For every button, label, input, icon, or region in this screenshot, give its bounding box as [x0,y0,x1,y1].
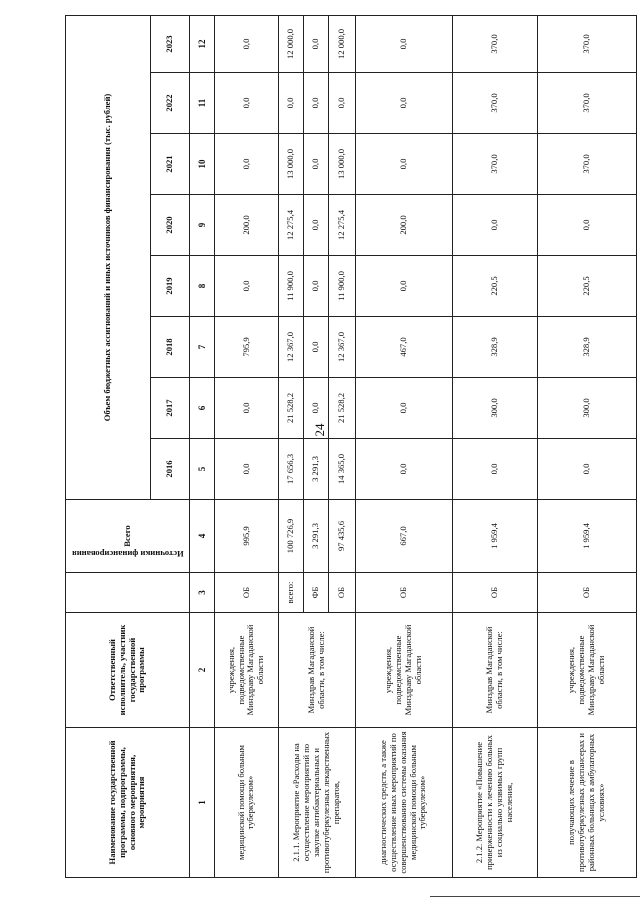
row-source: ФБ [303,573,328,613]
header-year: 2022 [150,73,189,134]
row-value: 12 367,0 [279,317,304,378]
header-executor: Ответственный исполнитель, участник государственной программы [66,613,190,728]
row-executor: учреждения, подведомственные Минздраву Магаданской области [537,613,636,728]
row-value: 0,0 [214,73,278,134]
column-number: 5 [190,439,215,500]
header-source [66,549,190,613]
row-source: ОБ [452,573,537,613]
row-value: 300,0 [452,378,537,439]
table-row [537,15,636,877]
header-year: 2020 [150,195,189,256]
column-number-row [190,15,215,877]
row-value: 0,0 [303,15,328,72]
table-row [452,15,537,877]
row-value: 0,0 [355,256,452,317]
row-value: 370,0 [537,73,636,134]
row-value: 0,0 [303,73,328,134]
row-value: 0,0 [279,73,304,134]
header-year: 2023 [150,15,189,72]
row-value: 200,0 [214,195,278,256]
financing-table [65,15,637,878]
column-number: 8 [190,256,215,317]
header-year: 2021 [150,134,189,195]
row-value: 220,5 [452,256,537,317]
row-value: 11 900,0 [328,256,355,317]
row-name: 2.1.1. Мероприятие «Расходы на осуществление мероприятий по закупке антибактериальных и противотуберкулезных лекарственных препаратов, [279,728,356,878]
row-value: 0,0 [355,378,452,439]
row-source: всего: [279,573,304,613]
row-executor: учреждения, подведомственные Минздраву Магаданской области [355,613,452,728]
row-value: 370,0 [537,15,636,72]
header-source-text: Источники финансирования [71,549,184,560]
row-value: 328,9 [537,317,636,378]
row-executor: Минздрав Магаданской области, в том числе: [452,613,537,728]
table-row [279,15,304,877]
row-value: 370,0 [452,73,537,134]
row-name: 2.1.2. Мероприятие «Повышение приверженности к лечению больных из социально уязвимых групп населения, [452,728,537,878]
row-value: 13 000,0 [279,134,304,195]
row-value: 0,0 [303,256,328,317]
row-value: 220,5 [537,256,636,317]
row-total: 3 291,3 [303,500,328,573]
column-number: 1 [190,728,215,878]
header-funding-group: Объем бюджетных ассигнований и иных источников финансирования (тыс. рублей) [66,15,151,499]
row-total: 667,0 [355,500,452,573]
row-value: 0,0 [303,317,328,378]
row-value: 13 000,0 [328,134,355,195]
column-number: 4 [190,500,215,573]
page-number: 24 [312,423,327,437]
row-value: 0,0 [303,378,328,439]
row-value: 12 000,0 [279,15,304,72]
row-value: 17 656,3 [279,439,304,500]
row-value: 0,0 [303,134,328,195]
row-executor: Минздрав Магаданской области, в том числе: [279,613,356,728]
header-name: Наименование государственной программы, подпрограммы, основного мероприятия, мероприятия [66,728,190,878]
row-executor: учреждения, подведомственные Минздраву Магаданской области [214,613,278,728]
header-row-top [66,15,151,877]
row-value: 3 291,3 [303,439,328,500]
row-total: 97 435,6 [328,500,355,573]
row-value: 0,0 [452,439,537,500]
row-value: 21 528,2 [328,378,355,439]
column-number: 12 [190,15,215,72]
column-number: 9 [190,195,215,256]
header-year: 2018 [150,317,189,378]
row-value: 12 275,4 [328,195,355,256]
row-value: 0,0 [452,195,537,256]
row-source: ОБ [355,573,452,613]
row-total: 100 726,9 [279,500,304,573]
row-source: ОБ [328,573,355,613]
row-value: 0,0 [214,15,278,72]
row-name: диагностических средств, а также осуществление иных мероприятий по совершенствованию системы оказания медицинской помощи больным туберкулезом» [355,728,452,878]
rotated-table-container [65,16,637,878]
row-total: 995,9 [214,500,278,573]
column-number: 7 [190,317,215,378]
row-value: 12 367,0 [328,317,355,378]
table-viewport [65,16,637,878]
row-value: 21 528,2 [279,378,304,439]
column-number: 2 [190,613,215,728]
row-total: 1 959,4 [537,500,636,573]
row-value: 0,0 [537,195,636,256]
header-year: 2016 [150,439,189,500]
table-row [214,15,278,877]
row-value: 0,0 [355,134,452,195]
table-row [355,15,452,877]
header-total: Всего [66,500,190,573]
row-value: 200,0 [355,195,452,256]
row-value: 0,0 [355,15,452,72]
header-year: 2017 [150,378,189,439]
column-number: 3 [190,573,215,613]
row-value: 467,0 [355,317,452,378]
row-value: 11 900,0 [279,256,304,317]
row-value: 0,0 [303,195,328,256]
row-value: 328,9 [452,317,537,378]
column-number: 11 [190,73,215,134]
row-value: 0,0 [214,134,278,195]
row-value: 0,0 [214,378,278,439]
row-value: 0,0 [328,73,355,134]
header-year: 2019 [150,256,189,317]
row-value: 300,0 [537,378,636,439]
row-name: медицинской помощи больным туберкулезом» [214,728,278,878]
row-name: получающих лечение в противотуберкулезных диспансерах и районных больницах в амбулаторных условиях» [537,728,636,878]
row-total: 1 959,4 [452,500,537,573]
row-source: ОБ [537,573,636,613]
row-value: 0,0 [214,256,278,317]
row-value: 0,0 [355,73,452,134]
row-value: 0,0 [355,439,452,500]
row-value: 0,0 [537,439,636,500]
row-source: ОБ [214,573,278,613]
row-value: 370,0 [537,134,636,195]
bottom-divider [430,896,640,897]
row-value: 795,9 [214,317,278,378]
row-value: 12 275,4 [279,195,304,256]
column-number: 6 [190,378,215,439]
row-value: 0,0 [214,439,278,500]
row-value: 370,0 [452,15,537,72]
row-value: 370,0 [452,134,537,195]
row-value: 14 365,0 [328,439,355,500]
column-number: 10 [190,134,215,195]
row-value: 12 000,0 [328,15,355,72]
